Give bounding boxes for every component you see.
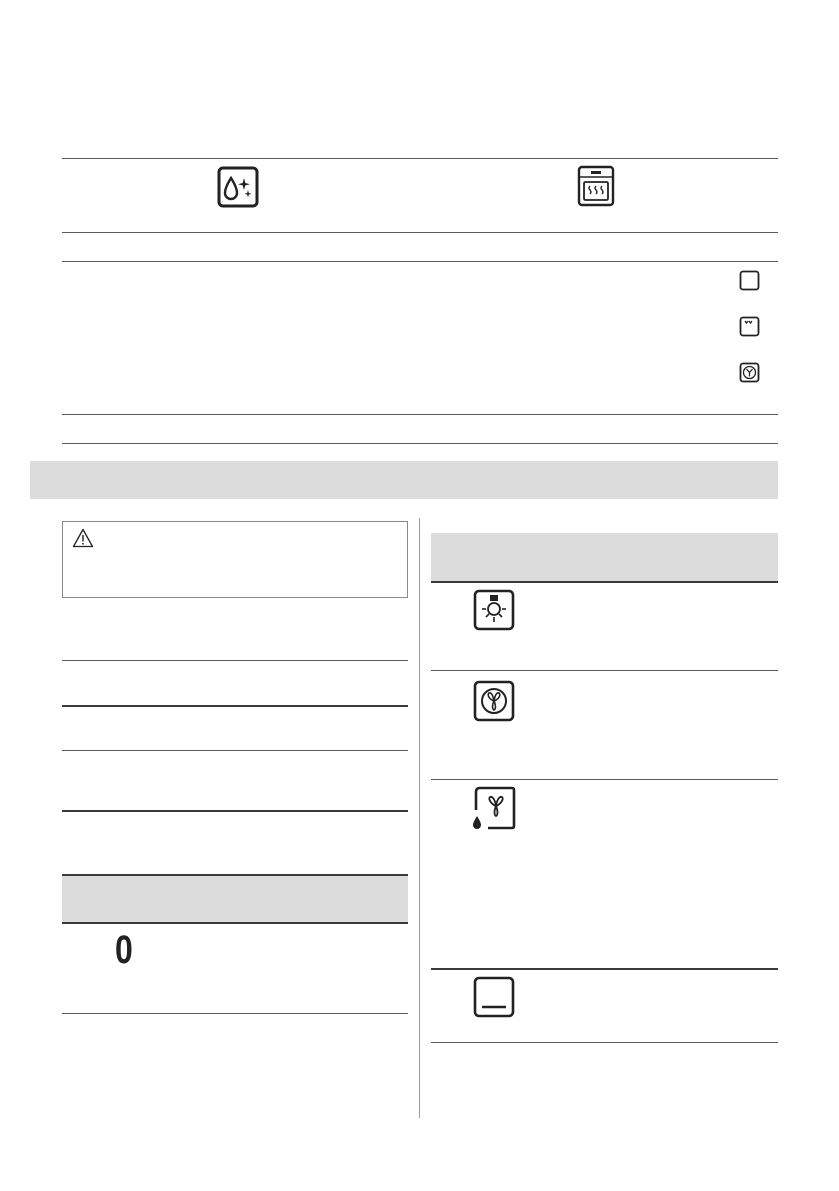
top-table-rule-2 [62,232,778,233]
top-table-rule-1 [62,158,778,159]
oven-heating-icon [577,165,615,207]
right-rule-3 [431,968,778,970]
warning-triangle-icon [72,528,94,548]
top-table-rule-3 [62,261,778,262]
fan-circle-icon [473,680,515,722]
key-table-header-rule-top [62,874,408,876]
oven-light-icon [473,589,515,631]
functions-table-header [431,533,778,581]
right-rule-1 [431,670,778,671]
warning-box [62,521,408,598]
top-table-rule-5 [62,443,778,444]
bottom-heat-icon [473,976,515,1018]
left-rule-2 [62,705,408,707]
oven-fan-icon [739,362,760,383]
top-table-rule-4 [62,414,778,415]
oven-empty-icon [739,270,760,291]
section-heading-band [30,461,778,499]
fan-steam-icon [470,786,516,830]
key-table-header-rule-bottom [62,922,408,924]
column-divider [419,518,420,1118]
display-digit: 0 [115,928,133,972]
functions-header-rule [431,581,778,583]
right-rule-4 [431,1042,778,1043]
clean-drop-icon [217,166,259,208]
left-rule-3 [62,750,408,751]
left-rule-4 [62,810,408,812]
left-rule-1 [62,660,408,661]
right-rule-2 [431,779,778,780]
left-rule-5 [62,1013,408,1014]
key-table-header [62,875,408,922]
oven-top-heat-icon [739,316,760,337]
